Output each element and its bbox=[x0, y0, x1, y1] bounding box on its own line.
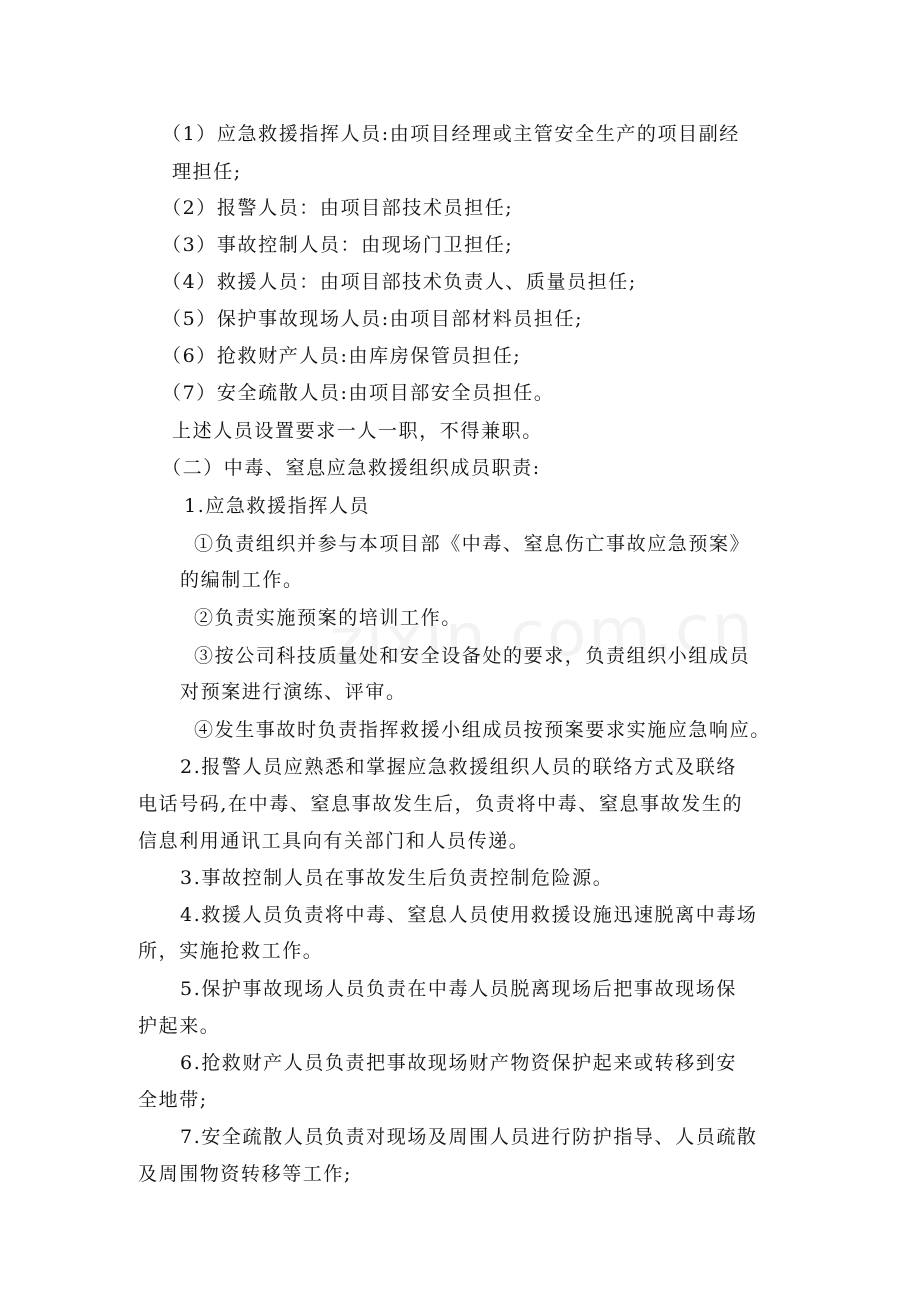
duty-6-line-1: 6.抢救财产人员负责把事故现场财产物资保护起来或转移到安 bbox=[180, 1052, 737, 1074]
role-5: （5）保护事故现场人员:由项目部材料员担任; bbox=[162, 308, 584, 330]
section-heading: （二）中毒、窒息应急救援组织成员职责: bbox=[162, 457, 541, 479]
commander-item-1-line-1: ①负责组织并参与本项目部《中毒、窒息伤亡事故应急预案》 bbox=[194, 533, 751, 555]
commander-item-3-line-2: 对预案进行演练、评审。 bbox=[180, 681, 407, 703]
duty-2-line-1: 2.报警人员应熟悉和掌握应急救援组织人员的联络方式及联络 bbox=[180, 756, 737, 778]
duty-2-line-2: 电话号码,在中毒、窒息事故发生后，负责将中毒、窒息事故发生的 bbox=[138, 793, 744, 815]
duty-6-line-2: 全地带; bbox=[138, 1089, 208, 1111]
commander-title: 1.应急救援指挥人员 bbox=[184, 495, 371, 517]
commander-item-4: ④发生事故时负责指挥救援小组成员按预案要求实施应急响应。 bbox=[194, 719, 771, 741]
commander-item-2: ②负责实施预案的培训工作。 bbox=[194, 607, 462, 629]
commander-item-1-line-2: 的编制工作。 bbox=[180, 569, 304, 591]
role-1-line-2: 理担任; bbox=[172, 161, 242, 183]
duty-7-line-2: 及周围物资转移等工作; bbox=[138, 1163, 353, 1185]
role-2: （2）报警人员：由项目部技术员担任; bbox=[162, 197, 514, 219]
duty-7-line-1: 7.安全疏散人员负责对现场及周围人员进行防护指导、人员疏散 bbox=[180, 1126, 758, 1148]
role-7: （7）安全疏散人员:由项目部安全员担任。 bbox=[162, 382, 555, 404]
duty-3: 3.事故控制人员在事故发生后负责控制危险源。 bbox=[180, 867, 614, 889]
role-4: （4）救援人员：由项目部技术负责人、质量员担任; bbox=[162, 271, 637, 293]
duty-5-line-1: 5.保护事故现场人员负责在中毒人员脱离现场后把事故现场保 bbox=[180, 978, 737, 1000]
role-1-line-1: （1）应急救援指挥人员:由项目经理或主管安全生产的项目副经 bbox=[162, 123, 740, 145]
duty-4-line-1: 4.救援人员负责将中毒、窒息人员使用救援设施迅速脱离中毒场 bbox=[180, 904, 758, 926]
commander-item-3-line-1: ③按公司科技质量处和安全设备处的要求，负责组织小组成员 bbox=[194, 645, 751, 667]
duty-2-line-3: 信息利用通讯工具向有关部门和人员传递。 bbox=[138, 830, 530, 852]
role-6: （6）抢救财产人员:由库房保管员担任; bbox=[162, 345, 522, 367]
duty-4-line-2: 所，实施抢救工作。 bbox=[138, 940, 324, 962]
requirement-text: 上述人员设置要求一人一职，不得兼职。 bbox=[172, 420, 543, 442]
duty-5-line-2: 护起来。 bbox=[138, 1015, 221, 1037]
role-3: （3）事故控制人员：由现场门卫担任; bbox=[162, 234, 514, 256]
